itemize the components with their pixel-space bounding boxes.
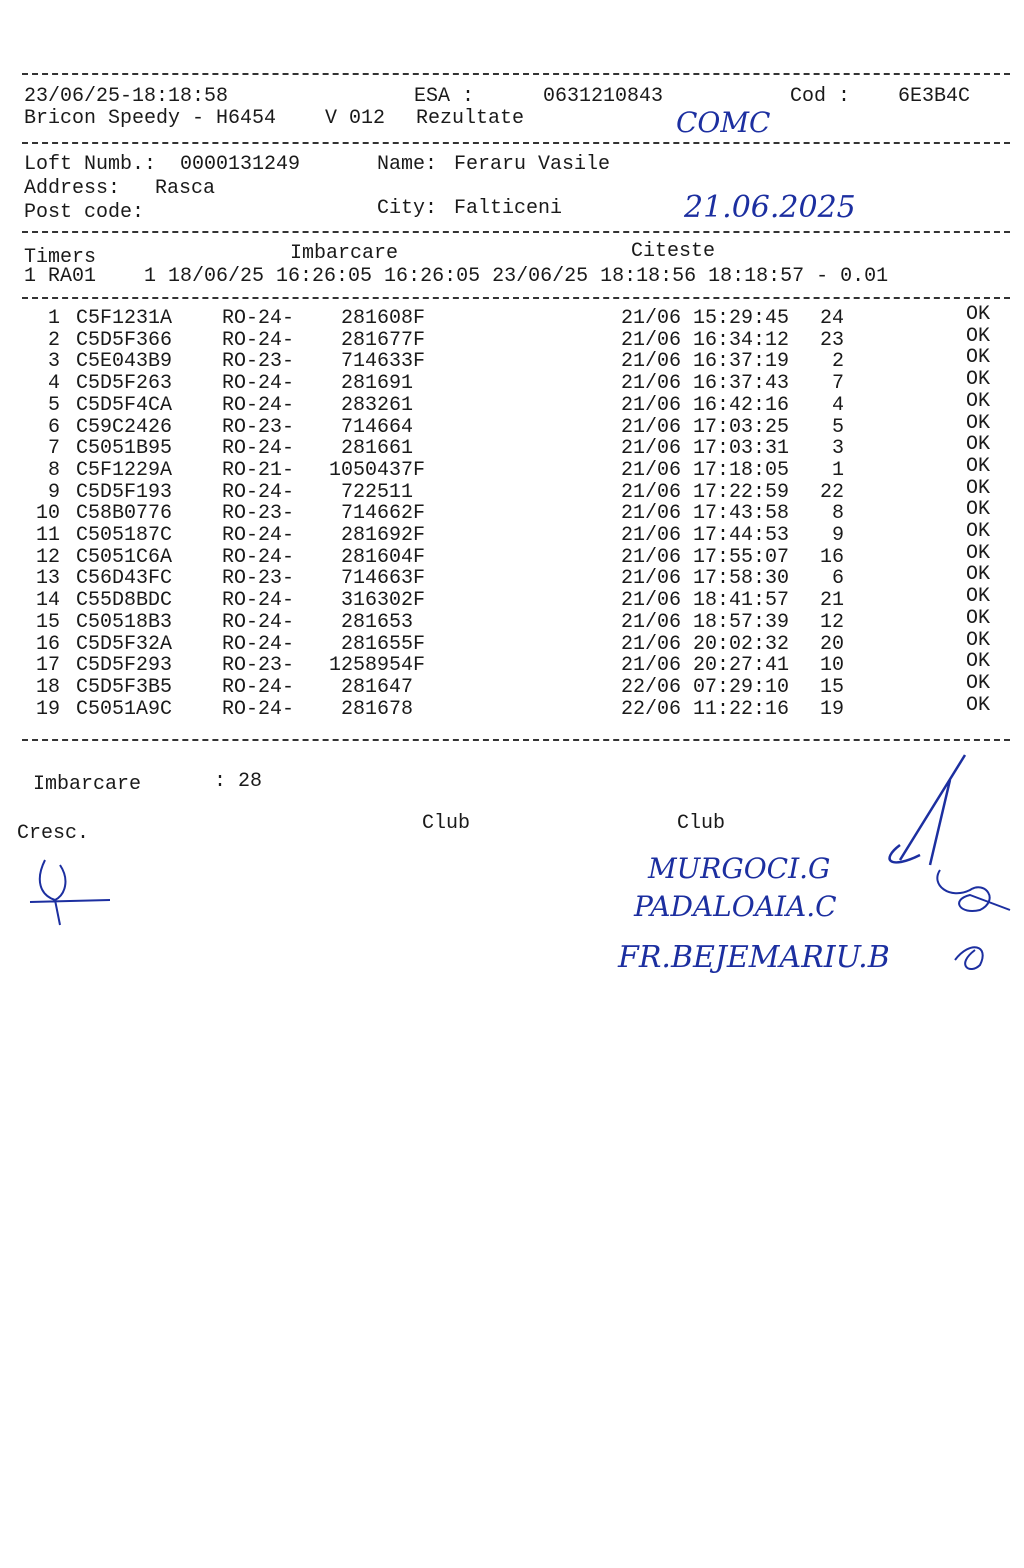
table-row [0, 541, 1024, 569]
separator [22, 231, 1010, 233]
chip-id: C505187C [76, 524, 173, 547]
cod-value: 6E3B4C [898, 85, 971, 108]
position: 8 [831, 502, 844, 526]
row-number: 11 [35, 524, 60, 547]
ring-prefix: RO-24- [222, 480, 295, 504]
status: OK [966, 346, 991, 370]
separator [22, 297, 1010, 299]
row-number: 16 [35, 632, 60, 656]
arrival-time: 22/06 07:29:10 [621, 675, 790, 699]
status: OK [966, 411, 991, 435]
ring-number: 281661 [341, 437, 414, 461]
ring-prefix: RO-23- [222, 654, 295, 678]
row-number: 3 [47, 350, 60, 374]
chip-id: C5051A9C [76, 697, 173, 721]
name-label: Name: [377, 153, 438, 176]
table-row [0, 303, 1024, 330]
position: 15 [819, 675, 844, 699]
ring-prefix: RO-24- [222, 632, 295, 656]
club-label-1: Club [422, 812, 471, 835]
imbarcare-total-value: : 28 [214, 770, 263, 793]
status: OK [966, 585, 991, 609]
table-row [0, 368, 1024, 396]
table-row [0, 476, 1024, 504]
table-row [0, 606, 1024, 634]
handwritten-note: COMC [676, 106, 771, 139]
chip-id: C5D5F193 [76, 480, 173, 504]
ring-number: 1050437F [329, 458, 426, 482]
table-row [0, 433, 1024, 461]
ring-prefix: RO-24- [222, 372, 295, 396]
arrival-time: 21/06 16:37:19 [621, 350, 790, 374]
arrival-time: 21/06 17:22:59 [621, 480, 790, 504]
table-row [0, 346, 1024, 374]
position: 5 [831, 415, 844, 439]
signatory-1: MURGOCI.G [648, 852, 831, 885]
chip-id: C5F1229A [76, 458, 173, 482]
ring-number: 714663F [341, 567, 426, 591]
city-value: Falticeni [454, 197, 563, 220]
arrival-time: 21/06 18:57:39 [621, 610, 790, 634]
ring-prefix: RO-24- [222, 307, 295, 330]
separator [22, 739, 1010, 741]
position: 16 [819, 545, 844, 569]
status: OK [966, 324, 991, 348]
cod-label: Cod : [790, 85, 851, 108]
table-row [0, 563, 1024, 591]
ring-number: 281692F [341, 524, 426, 547]
ring-number: 316302F [341, 589, 426, 613]
timer-line: 1 RA01 1 18/06/25 16:26:05 16:26:05 23/06/25 18:18:56 18:18:57 - 0.01 [24, 265, 889, 288]
arrival-time: 22/06 11:22:16 [621, 697, 790, 721]
ring-number: 714664 [341, 415, 414, 439]
position: 3 [831, 437, 844, 461]
device-name: Bricon Speedy - H6454 [24, 107, 277, 130]
ring-number: 714662F [341, 502, 426, 526]
table-row [0, 411, 1024, 439]
status: OK [966, 650, 991, 674]
row-number: 8 [47, 458, 60, 482]
ring-number: 281678 [341, 697, 414, 721]
position: 4 [831, 393, 844, 417]
table-row [0, 628, 1024, 656]
ring-prefix: RO-24- [222, 610, 295, 634]
chip-id: C59C2426 [76, 415, 173, 439]
ring-number: 281608F [341, 307, 426, 330]
breeder-signature-icon [20, 850, 120, 930]
row-number: 15 [35, 610, 60, 634]
chip-id: C5D5F263 [76, 372, 173, 396]
arrival-time: 21/06 18:41:57 [621, 589, 790, 613]
table-row [0, 520, 1024, 547]
chip-id: C5051C6A [76, 545, 173, 569]
ring-number: 283261 [341, 393, 414, 417]
arrival-time: 21/06 20:02:32 [621, 632, 790, 656]
position: 1 [831, 458, 844, 482]
status: OK [966, 563, 991, 587]
status: OK [966, 541, 991, 565]
timers-title: Timers [24, 246, 97, 269]
report-type: Rezultate [416, 107, 525, 130]
status: OK [966, 671, 991, 695]
separator [22, 142, 1010, 144]
status: OK [966, 498, 991, 522]
cresc-label: Cresc. [17, 822, 90, 845]
imbarcare-total-label: Imbarcare [33, 773, 142, 796]
position: 23 [819, 328, 844, 352]
handwritten-date: 21.06.2025 [684, 190, 856, 225]
status: OK [966, 476, 991, 500]
table-row [0, 671, 1024, 699]
ring-number: 722511 [341, 480, 414, 504]
ring-prefix: RO-24- [222, 328, 295, 352]
position: 19 [819, 697, 844, 721]
ring-number: 281691 [341, 372, 414, 396]
row-number: 10 [35, 502, 60, 526]
table-row [0, 389, 1024, 417]
row-number: 18 [35, 675, 60, 699]
arrival-time: 21/06 17:03:25 [621, 415, 790, 439]
ring-prefix: RO-24- [222, 524, 295, 547]
arrival-time: 21/06 17:55:07 [621, 545, 790, 569]
ring-number: 281604F [341, 545, 426, 569]
status: OK [966, 389, 991, 413]
club-signatures-icon [860, 750, 1020, 980]
row-number: 7 [47, 437, 60, 461]
chip-id: C56D43FC [76, 567, 173, 591]
arrival-time: 21/06 17:58:30 [621, 567, 790, 591]
ring-number: 281677F [341, 328, 426, 352]
row-number: 17 [35, 654, 60, 678]
row-number: 12 [35, 545, 60, 569]
chip-id: C55D8BDC [76, 589, 173, 613]
ring-number: 281653 [341, 610, 414, 634]
row-number: 2 [47, 328, 60, 352]
ring-prefix: RO-23- [222, 502, 295, 526]
position: 22 [819, 480, 844, 504]
table-row [0, 324, 1024, 352]
row-number: 6 [47, 415, 60, 439]
club-label-2: Club [677, 812, 726, 835]
arrival-time: 21/06 16:42:16 [621, 393, 790, 417]
arrival-time: 21/06 17:44:53 [621, 524, 790, 547]
status: OK [966, 628, 991, 652]
position: 7 [831, 372, 844, 396]
loft-label: Loft Numb.: [24, 153, 157, 176]
ring-prefix: RO-24- [222, 437, 295, 461]
report-datetime: 23/06/25-18:18:58 [24, 85, 229, 108]
position: 10 [819, 654, 844, 678]
row-number: 4 [47, 372, 60, 396]
table-row [0, 585, 1024, 613]
chip-id: C5D5F32A [76, 632, 173, 656]
position: 12 [819, 610, 844, 634]
position: 2 [831, 350, 844, 374]
address-value: Rasca [155, 177, 216, 200]
postcode-label: Post code: [24, 201, 145, 224]
version: V 012 [325, 107, 386, 130]
row-number: 1 [47, 307, 60, 330]
chip-id: C58B0776 [76, 502, 173, 526]
chip-id: C5051B95 [76, 437, 173, 461]
imbarcare-header: Imbarcare [290, 242, 399, 265]
row-number: 13 [35, 567, 60, 591]
ring-number: 714633F [341, 350, 426, 374]
chip-id: C5D5F4CA [76, 393, 173, 417]
chip-id: C50518B3 [76, 610, 173, 634]
ring-number: 281655F [341, 632, 426, 656]
address-label: Address: [24, 177, 121, 200]
esa-label: ESA : [414, 85, 475, 108]
arrival-time: 21/06 15:29:45 [621, 307, 790, 330]
position: 20 [819, 632, 844, 656]
status: OK [966, 454, 991, 478]
arrival-time: 21/06 17:43:58 [621, 502, 790, 526]
ring-prefix: RO-24- [222, 675, 295, 699]
chip-id: C5F1231A [76, 307, 173, 330]
esa-value: 0631210843 [543, 85, 664, 108]
signatory-2: PADALOAIA.C [634, 890, 837, 923]
table-row [0, 693, 1024, 721]
ring-prefix: RO-24- [222, 697, 295, 721]
ring-prefix: RO-23- [222, 567, 295, 591]
ring-prefix: RO-24- [222, 545, 295, 569]
table-row [0, 454, 1024, 482]
citeste-header: Citeste [631, 240, 716, 263]
arrival-time: 21/06 16:37:43 [621, 372, 790, 396]
ring-number: 281647 [341, 675, 414, 699]
ring-prefix: RO-21- [222, 458, 295, 482]
chip-id: C5D5F293 [76, 654, 173, 678]
ring-number: 1258954F [329, 654, 426, 678]
position: 21 [819, 589, 844, 613]
loft-number: 0000131249 [180, 153, 301, 176]
arrival-time: 21/06 16:34:12 [621, 328, 790, 352]
ring-prefix: RO-24- [222, 589, 295, 613]
chip-id: C5E043B9 [76, 350, 173, 374]
arrival-time: 21/06 20:27:41 [621, 654, 790, 678]
status: OK [966, 433, 991, 457]
row-number: 9 [47, 480, 60, 504]
position: 24 [819, 307, 844, 330]
arrival-time: 21/06 17:18:05 [621, 458, 790, 482]
separator [22, 73, 1010, 75]
status: OK [966, 693, 991, 717]
table-row [0, 498, 1024, 526]
fancier-name: Feraru Vasile [454, 153, 611, 176]
status: OK [966, 520, 991, 543]
status: OK [966, 606, 991, 630]
chip-id: C5D5F366 [76, 328, 173, 352]
ring-prefix: RO-23- [222, 350, 295, 374]
position: 6 [831, 567, 844, 591]
ring-prefix: RO-24- [222, 393, 295, 417]
status: OK [966, 303, 991, 326]
position: 9 [831, 524, 844, 547]
signatory-3: FR.BEJEMARIU.B [618, 940, 890, 975]
row-number: 14 [35, 589, 60, 613]
row-number: 19 [35, 697, 60, 721]
ring-prefix: RO-23- [222, 415, 295, 439]
row-number: 5 [47, 393, 60, 417]
table-row [0, 650, 1024, 678]
status: OK [966, 368, 991, 392]
arrival-time: 21/06 17:03:31 [621, 437, 790, 461]
city-label: City: [377, 197, 438, 220]
chip-id: C5D5F3B5 [76, 675, 173, 699]
